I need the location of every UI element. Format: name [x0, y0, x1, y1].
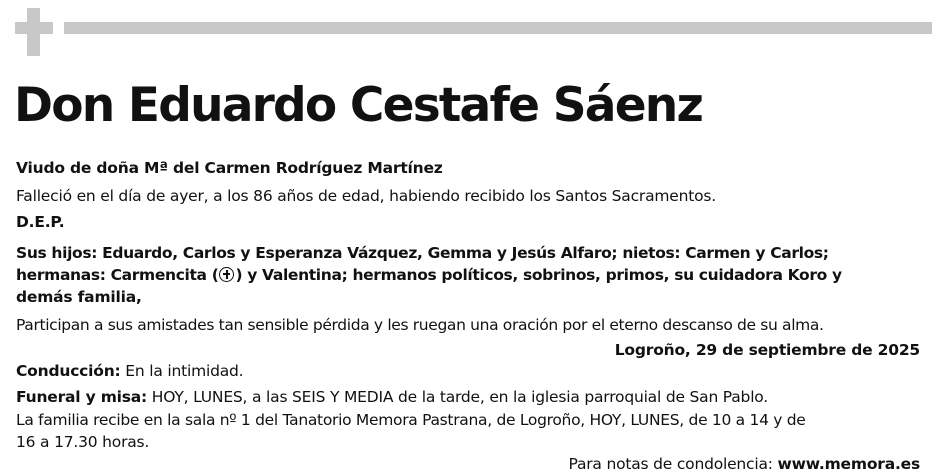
website-link[interactable]: www.memora.es — [777, 455, 920, 473]
family-line-3: demás familia, — [16, 288, 142, 306]
dep-text: D.E.P. — [16, 213, 65, 231]
header-rule — [64, 22, 932, 34]
funeral-line — [16, 387, 768, 407]
family-line-1: Sus hijos: Eduardo, Carlos y Esperanza Vázquez, Gemma y Jesús Alfaro; nietos: Carmen y Carlos; — [16, 244, 829, 262]
family-line-2 — [16, 265, 842, 285]
funeral-label: Funeral y misa: — [16, 388, 148, 406]
family-line-2a: hermanas: Carmencita ( — [16, 266, 219, 284]
condolence-text: Para notas de condolencia: — [568, 455, 773, 473]
cross-icon — [15, 8, 53, 56]
conduccion-line — [16, 361, 243, 381]
deceased-cross-icon — [219, 267, 234, 282]
wake-line-2: 16 a 17.30 horas. — [16, 433, 150, 451]
wake-line-1: La familia recibe en la sala nº 1 del Tanatorio Memora Pastrana, de Logroño, HOY, LUNES, de 10 a 14 y de — [16, 411, 806, 429]
place-date: Logroño, 29 de septiembre de 2025 — [614, 341, 920, 359]
family-line-2b: ) y Valentina; hermanos políticos, sobrinos, primos, su cuidadora Koro y — [235, 266, 842, 284]
deceased-name: Don Eduardo Cestafe Sáenz — [14, 78, 702, 133]
condolence-line — [569, 454, 921, 474]
funeral-value: HOY, LUNES, a las SEIS Y MEDIA de la tarde, en la iglesia parroquial de San Pablo. — [147, 388, 769, 406]
announcement-line: Participan a sus amistades tan sensible pérdida y les ruegan una oración por el eterno descanso de su alma. — [16, 316, 824, 334]
conduccion-value: En la intimidad. — [120, 362, 244, 380]
conduccion-label: Conducción: — [16, 362, 121, 380]
death-line: Falleció en el día de ayer, a los 86 años de edad, habiendo recibido los Santos Sacramentos. — [16, 187, 717, 205]
widower-line: Viudo de doña Mª del Carmen Rodríguez Martínez — [16, 159, 443, 177]
